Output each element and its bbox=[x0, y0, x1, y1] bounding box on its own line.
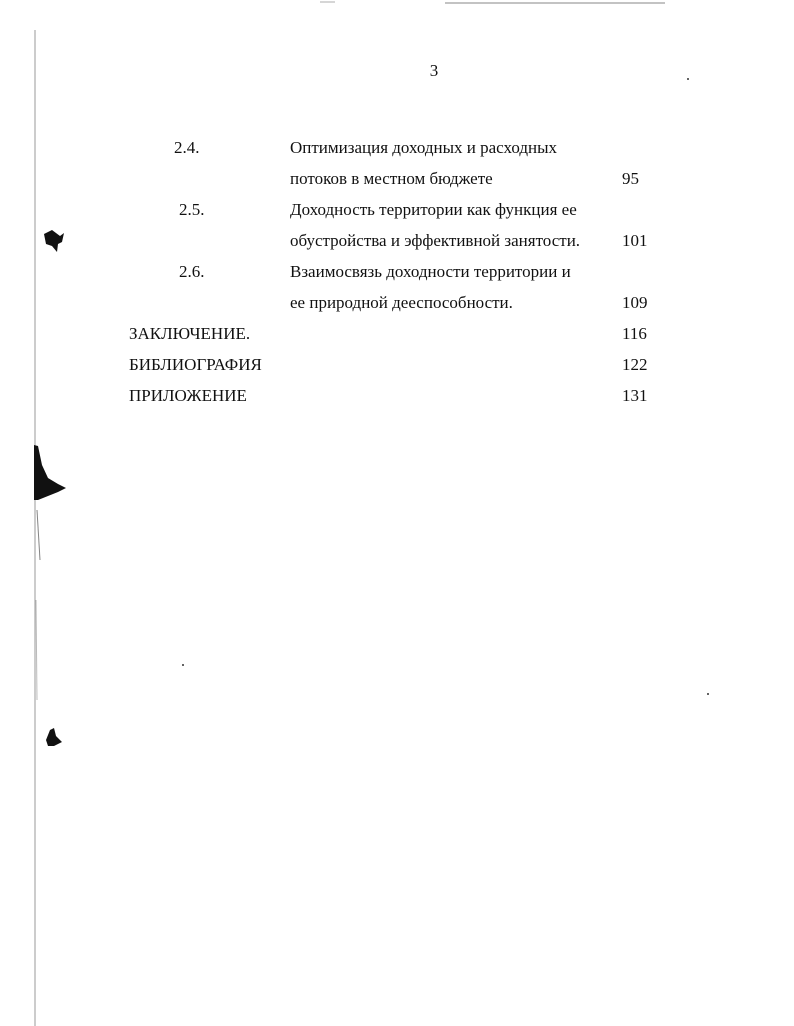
toc-section-title-line: ее природной дееспособности. bbox=[290, 293, 513, 312]
toc-chapter-title: ПРИЛОЖЕНИЕ bbox=[129, 386, 247, 405]
edge-mark bbox=[37, 510, 40, 560]
toc-chapter-title: ЗАКЛЮЧЕНИЕ. bbox=[129, 324, 251, 343]
edge-mark bbox=[36, 600, 37, 700]
ink-blot bbox=[44, 230, 64, 252]
toc-section-number: 2.4. bbox=[174, 138, 200, 157]
toc-section-title-line: Взаимосвязь доходности территории и bbox=[290, 262, 571, 281]
page-number: 3 bbox=[429, 61, 439, 80]
toc-page-number: 122 bbox=[622, 355, 648, 374]
toc-page-number: 95 bbox=[622, 169, 639, 188]
toc-section-title-line: Доходность территории как функция ее bbox=[290, 200, 577, 219]
toc-section-number: 2.6. bbox=[179, 262, 205, 281]
scan-dot bbox=[707, 693, 709, 695]
toc-section-title-line: обустройства и эффективной занятости. bbox=[290, 231, 581, 250]
toc-page-number: 131 bbox=[622, 386, 648, 405]
toc-section-number: 2.5. bbox=[179, 200, 205, 219]
toc-section-title-line: потоков в местном бюджете bbox=[290, 169, 493, 188]
ink-blot-lower bbox=[46, 728, 62, 746]
toc-page-number: 109 bbox=[622, 293, 648, 312]
binding-blot bbox=[34, 445, 66, 500]
scan-dot bbox=[687, 78, 689, 80]
scan-dot bbox=[182, 664, 184, 666]
toc-chapter-title: БИБЛИОГРАФИЯ bbox=[129, 355, 262, 374]
toc-page-number: 116 bbox=[622, 324, 647, 343]
toc-section-title-line: Оптимизация доходных и расходных bbox=[290, 138, 558, 157]
toc-page-number: 101 bbox=[622, 231, 648, 250]
